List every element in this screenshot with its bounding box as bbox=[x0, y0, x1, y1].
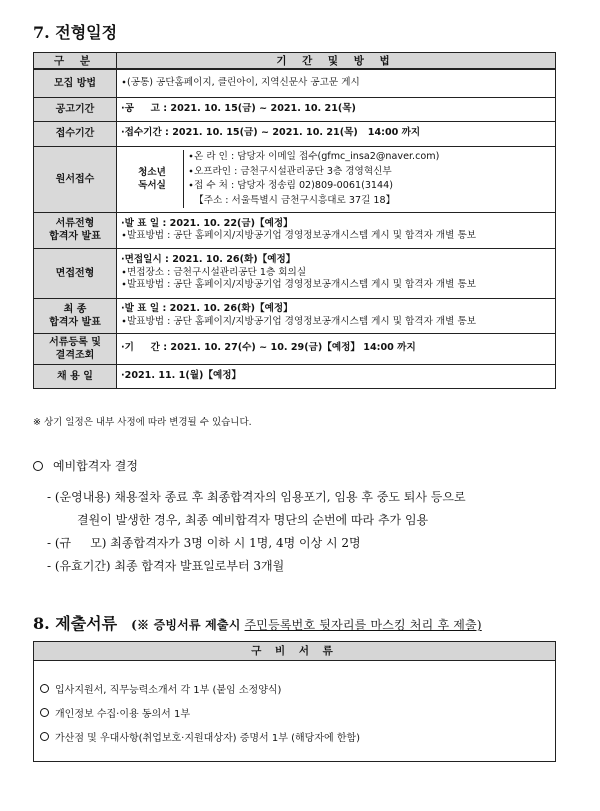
circle-bullet-icon bbox=[40, 684, 49, 693]
submit-contact: ∙접 수 처 : 담당자 정송림 02)809-0061(3144) bbox=[188, 180, 393, 191]
row-notice bbox=[34, 97, 556, 121]
reserve-title: 예비합격자 결정 bbox=[53, 459, 138, 473]
interview-method: ∙발표방법 : 공단 홈페이지/지방공기업 경영정보공개시스템 게시 및 합격자 개별 통보 bbox=[121, 279, 477, 291]
register-period: ∙기 간 : 2021. 10. 27(수) ~ 10. 29(금)【예정】 14:00 까지 bbox=[121, 342, 416, 354]
final-method: ∙발표방법 : 공단 홈페이지/지방공기업 경영정보공개시스템 게시 및 합격자 개별 통보 bbox=[121, 315, 477, 327]
submit-offline: ∙오프라인 : 금천구시설관리공단 3층 경영혁신부 bbox=[188, 165, 392, 177]
submit-address: 【주소 : 서울특별시 금천구시흥대로 37길 18】 bbox=[188, 194, 396, 206]
doc-pass-method: ∙발표방법 : 공단 홈페이지/지방공기업 경영정보공개시스템 게시 및 합격자 개별 통보 bbox=[121, 230, 477, 241]
reserve-item-validity: - (유효기간) 최종 합격자 발표일로부터 3개월 bbox=[47, 559, 285, 573]
row-submit bbox=[34, 146, 556, 212]
notice-period: ∙공 고 : 2021. 10. 15(금) ~ 2021. 10. 21(목) bbox=[121, 102, 356, 114]
label-interview: 면접전형 bbox=[34, 248, 117, 298]
submit-sub-label-1: 청소년 bbox=[138, 167, 166, 178]
required-docs-header: 구 비 서 류 bbox=[34, 642, 555, 661]
label-register-1: 서류등록 및 bbox=[49, 336, 101, 348]
reserve-item-scale: - (규 모) 최종합격자가 3명 이하 시 1명, 4명 이상 시 2명 bbox=[47, 536, 361, 550]
label-doc-pass-2: 합격자 발표 bbox=[49, 231, 101, 242]
section-8-title-row bbox=[33, 611, 573, 634]
reserve-item-operation: - (운영내용) 채용절차 종료 후 최종합격자의 임용포기, 임용 후 중도 퇴사 등으로 bbox=[47, 490, 466, 504]
required-docs-box bbox=[33, 641, 556, 762]
doc-item-application: 입사지원서, 직무능력소개서 각 1부 (붙임 소정양식) bbox=[55, 684, 282, 696]
section-8-title: 8. 제출서류 bbox=[33, 614, 118, 633]
reserve-item-operation-cont: 결원이 발생한 경우, 최종 예비합격자 명단의 순번에 따라 추가 임용 bbox=[77, 513, 429, 527]
label-doc-pass-1: 서류전형 bbox=[55, 218, 95, 229]
schedule-header-row bbox=[34, 53, 556, 70]
interview-date: ∙면접일시 : 2021. 10. 26(화)【예정】 bbox=[121, 254, 296, 266]
label-submit: 원서접수 bbox=[34, 146, 117, 212]
row-doc-pass bbox=[34, 212, 556, 248]
receipt-period: ∙접수기간 : 2021. 10. 15(금) ~ 2021. 10. 21(목) 14:00 까지 bbox=[121, 127, 421, 139]
circle-bullet-icon bbox=[33, 461, 43, 471]
row-receipt bbox=[34, 121, 556, 146]
label-receipt: 접수기간 bbox=[34, 121, 117, 146]
doc-item bbox=[40, 676, 547, 700]
final-date: ∙발 표 일 : 2021. 10. 26(화)【예정】 bbox=[121, 303, 293, 314]
hire-date: ∙2021. 11. 1(월)【예정】 bbox=[121, 369, 242, 381]
circle-bullet-icon bbox=[40, 732, 49, 741]
submit-sub-label-2: 독서실 bbox=[138, 180, 166, 191]
schedule-table bbox=[33, 52, 556, 389]
label-recruit: 모집 방법 bbox=[34, 69, 117, 97]
section-7-title: 7. 전형일정 bbox=[33, 23, 118, 42]
row-recruit bbox=[34, 69, 556, 97]
circle-bullet-icon bbox=[40, 708, 49, 717]
row-interview bbox=[34, 248, 556, 298]
label-final-2: 합격자 발표 bbox=[49, 316, 101, 328]
doc-item-bonus-certificate: 가산점 및 우대사항(취업보호·지원대상자) 증명서 1부 (해당자에 한함) bbox=[55, 732, 361, 744]
header-period-method: 기 간 및 방 법 bbox=[117, 53, 556, 70]
row-register bbox=[34, 333, 556, 364]
row-hire bbox=[34, 364, 556, 388]
label-notice: 공고기간 bbox=[34, 97, 117, 121]
doc-pass-date: ∙발 표 일 : 2021. 10. 22(금)【예정】 bbox=[121, 217, 293, 229]
doc-item bbox=[40, 700, 547, 724]
section-8-note-lead: (※ 증빙서류 제출시 bbox=[131, 618, 241, 632]
doc-item bbox=[40, 724, 547, 748]
schedule-footnote: ※ 상기 일정은 내부 사정에 따라 변경될 수 있습니다. bbox=[33, 417, 252, 428]
row-final bbox=[34, 298, 556, 333]
label-register-2: 결격조회 bbox=[55, 349, 95, 361]
doc-item-privacy-consent: 개인정보 수집·이용 동의서 1부 bbox=[55, 708, 190, 720]
section-8-note-masking: 주민등록번호 뒷자리를 마스킹 처리 후 제출) bbox=[244, 618, 482, 632]
reserve-section bbox=[33, 457, 578, 578]
header-category: 구 분 bbox=[34, 53, 117, 70]
recruit-method: ∙(공통) 공단홈페이지, 클린아이, 지역신문사 공고문 게시 bbox=[121, 77, 360, 88]
label-hire: 채 용 일 bbox=[34, 364, 117, 388]
submit-online: ∙온 라 인 : 담당자 이메일 접수(gfmc_insa2@naver.com) bbox=[188, 151, 440, 162]
interview-place: ∙면접장소 : 금천구시설관리공단 1층 회의실 bbox=[121, 266, 307, 278]
label-final-1: 최 종 bbox=[63, 303, 87, 315]
